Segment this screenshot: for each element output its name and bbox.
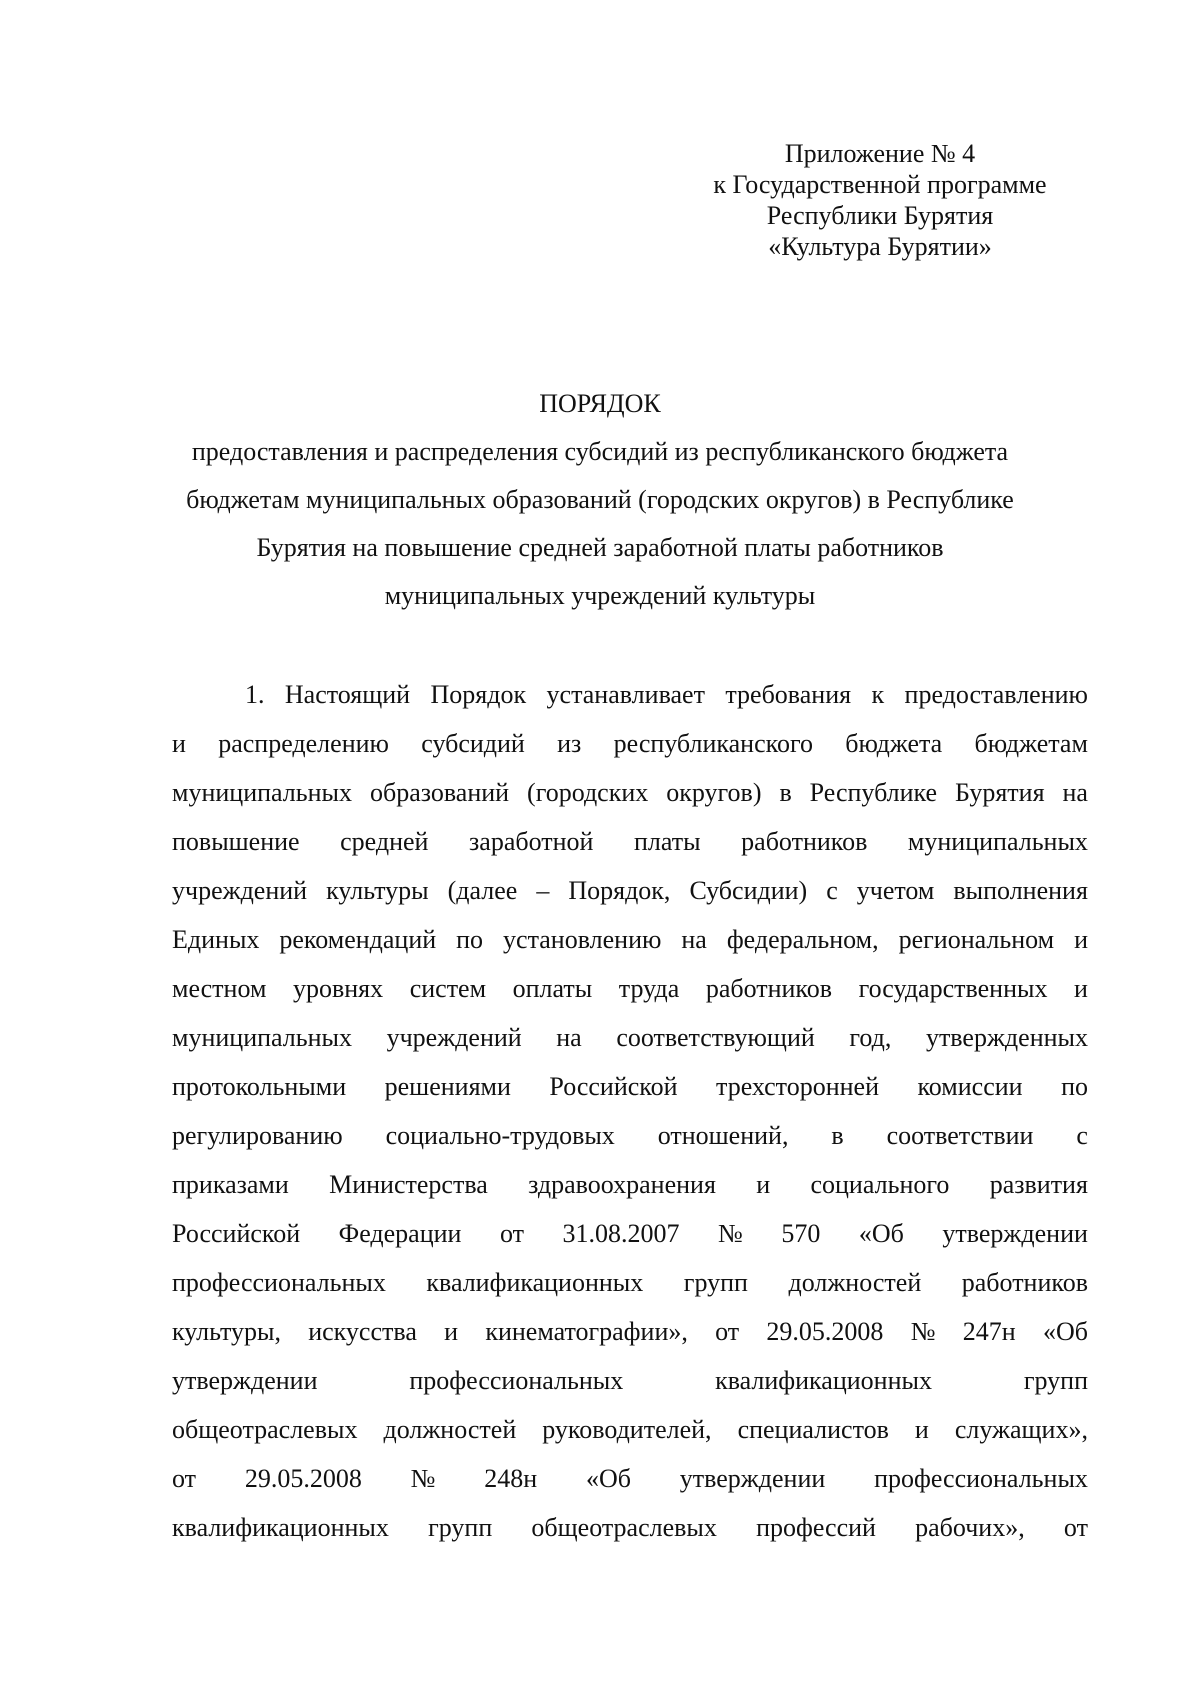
body-word: от: [715, 1317, 740, 1346]
body-line: [172, 1405, 1088, 1454]
body-line: [172, 964, 1088, 1013]
body-word: социального: [810, 1170, 950, 1199]
body-word: №: [910, 1317, 936, 1346]
body-word: на: [556, 1023, 582, 1052]
document-subtitle-line: муниципальных учреждений культуры: [384, 581, 816, 610]
appendix-line: Приложение № 4: [784, 139, 976, 168]
body-word: региональном: [898, 925, 1055, 954]
body-line: [172, 1160, 1088, 1209]
body-word: квалификационных: [715, 1366, 932, 1395]
body-word: на: [1062, 778, 1088, 807]
body-line: [172, 1258, 1088, 1307]
body-word: работников: [705, 974, 833, 1003]
body-word: протокольными: [172, 1072, 347, 1101]
body-word: с: [1076, 1121, 1088, 1150]
body-word: специалистов: [737, 1415, 889, 1444]
body-word: выполнения: [953, 876, 1088, 905]
body-word: от: [499, 1219, 524, 1248]
body-word: трехсторонней: [716, 1072, 879, 1101]
body-word: 1.: [245, 680, 265, 709]
body-word: в: [831, 1121, 844, 1150]
body-line: [172, 719, 1088, 768]
body-word: профессиональных: [172, 1268, 386, 1297]
body-paragraph: [172, 670, 1088, 1552]
body-word: учреждений: [386, 1023, 522, 1052]
document-subtitle-line: бюджетам муниципальных образований (городских округов) в Республике: [186, 485, 1014, 514]
body-word: соответствии: [886, 1121, 1034, 1150]
body-word: Настоящий: [284, 680, 411, 709]
body-line: [172, 1454, 1088, 1503]
body-word: 29.05.2008: [766, 1317, 884, 1346]
body-word: бюджетам: [974, 729, 1088, 758]
body-word: групп: [1023, 1366, 1088, 1395]
body-word: от: [172, 1464, 197, 1493]
appendix-line: Республики Бурятия: [766, 201, 994, 230]
body-word: республиканского: [613, 729, 813, 758]
body-line: [172, 817, 1088, 866]
body-word: распределению: [218, 729, 389, 758]
body-word: и: [444, 1317, 459, 1346]
body-word: местном: [172, 974, 267, 1003]
body-line: [172, 1307, 1088, 1356]
body-line: [172, 670, 1088, 719]
body-word: по: [456, 925, 484, 954]
body-word: уровнях: [292, 974, 384, 1003]
body-word: искусства: [308, 1317, 417, 1346]
body-word: субсидий: [421, 729, 525, 758]
body-word: Министерства: [329, 1170, 488, 1199]
body-word: профессиональных: [874, 1464, 1088, 1493]
body-word: 31.08.2007: [562, 1219, 680, 1248]
appendix-line: «Культура Бурятии»: [768, 232, 992, 261]
body-word: квалификационных: [426, 1268, 644, 1297]
body-word: в: [779, 778, 792, 807]
body-line: [172, 1013, 1088, 1062]
body-word: и: [1074, 925, 1088, 954]
body-word: утвержденных: [925, 1023, 1088, 1052]
body-word: Федерации: [338, 1219, 462, 1248]
body-line: [172, 1209, 1088, 1258]
body-word: федеральном,: [726, 925, 879, 954]
body-word: развития: [989, 1170, 1088, 1199]
body-word: (далее: [447, 876, 518, 905]
body-word: и: [756, 1170, 771, 1199]
body-word: требования: [725, 680, 852, 709]
body-word: год,: [849, 1023, 892, 1052]
body-word: 248н: [484, 1464, 538, 1493]
body-word: Российской: [549, 1072, 678, 1101]
document-title: ПОРЯДОК: [539, 389, 661, 418]
body-word: культуры,: [172, 1317, 281, 1346]
body-word: от: [1063, 1513, 1088, 1542]
body-word: Порядок,: [568, 876, 671, 905]
body-word: рабочих»,: [915, 1513, 1025, 1542]
body-word: и: [1074, 974, 1088, 1003]
body-word: 247н: [962, 1317, 1016, 1346]
body-word: средней: [340, 827, 429, 856]
body-word: здравоохранения: [528, 1170, 716, 1199]
document-heading: [150, 380, 1050, 620]
body-word: групп: [428, 1513, 493, 1542]
body-word: на: [681, 925, 707, 954]
body-word: бюджета: [845, 729, 943, 758]
body-word: труда: [618, 974, 680, 1003]
body-word: оплаты: [512, 974, 593, 1003]
body-word: профессиональных: [409, 1366, 624, 1395]
body-line: [172, 1111, 1088, 1160]
body-word: Порядок: [430, 680, 527, 709]
body-word: государственных: [858, 974, 1048, 1003]
body-word: из: [557, 729, 582, 758]
body-word: утверждении: [679, 1464, 826, 1493]
body-line: [172, 768, 1088, 817]
body-word: Единых: [172, 925, 260, 954]
body-word: комиссии: [917, 1072, 1023, 1101]
body-word: служащих»,: [954, 1415, 1088, 1444]
body-word: предоставлению: [904, 680, 1088, 709]
body-word: муниципальных: [907, 827, 1088, 856]
body-line: [172, 1062, 1088, 1111]
body-word: по: [1061, 1072, 1088, 1101]
body-word: муниципальных: [172, 778, 353, 807]
body-word: Республике: [809, 778, 938, 807]
body-word: отношений,: [657, 1121, 789, 1150]
body-word: №: [718, 1219, 743, 1248]
body-word: утверждении: [172, 1366, 318, 1395]
body-word: устанавливает: [546, 680, 705, 709]
body-word: решениями: [384, 1072, 511, 1101]
document-subtitle-line: Бурятия на повышение средней заработной платы работников: [256, 533, 944, 562]
body-word: муниципальных: [172, 1023, 353, 1052]
body-word: 570: [781, 1219, 821, 1248]
body-word: и: [172, 729, 186, 758]
body-word: и: [914, 1415, 929, 1444]
body-word: систем: [409, 974, 487, 1003]
appendix-line: к Государственной программе: [713, 170, 1047, 199]
body-word: групп: [683, 1268, 748, 1297]
body-word: Субсидии): [689, 876, 808, 905]
body-word: платы: [634, 827, 701, 856]
body-word: должностей: [788, 1268, 922, 1297]
body-word: «Об: [1042, 1317, 1088, 1346]
body-word: Бурятия: [955, 778, 1045, 807]
body-word: социально-трудовых: [385, 1121, 615, 1150]
body-word: регулированию: [172, 1121, 343, 1150]
body-word: учреждений: [172, 876, 308, 905]
body-word: утверждении: [942, 1219, 1088, 1248]
body-word: соответствующий: [616, 1023, 815, 1052]
body-word: округов): [666, 778, 762, 807]
body-word: Российской: [172, 1219, 301, 1248]
body-word: рекомендаций: [279, 925, 437, 954]
body-word: общеотраслевых: [531, 1513, 717, 1542]
document-subtitle-line: предоставления и распределения субсидий из республиканского бюджета: [191, 437, 1009, 466]
body-word: (городских: [527, 778, 649, 807]
body-word: культуры: [326, 876, 429, 905]
body-word: «Об: [585, 1464, 631, 1493]
body-word: образований: [369, 778, 510, 807]
appendix-header: [660, 138, 1100, 262]
body-word: с: [826, 876, 838, 905]
body-word: установлению: [503, 925, 662, 954]
body-word: работников: [961, 1268, 1088, 1297]
body-word: заработной: [469, 827, 594, 856]
body-word: руководителей,: [542, 1415, 712, 1444]
body-line: [172, 1356, 1088, 1405]
body-word: повышение: [172, 827, 300, 856]
body-line: [172, 915, 1088, 964]
body-word: приказами: [172, 1170, 289, 1199]
body-word: №: [410, 1464, 436, 1493]
body-word: «Об: [858, 1219, 904, 1248]
body-line: [172, 866, 1088, 915]
body-word: 29.05.2008: [244, 1464, 362, 1493]
body-word: кинематографии»,: [485, 1317, 688, 1346]
body-word: к: [871, 680, 885, 709]
body-word: профессий: [756, 1513, 876, 1542]
body-word: –: [536, 876, 550, 905]
body-line: [172, 1503, 1088, 1552]
body-word: учетом: [856, 876, 935, 905]
body-word: должностей: [383, 1415, 517, 1444]
body-word: квалификационных: [172, 1513, 389, 1542]
body-word: общеотраслевых: [172, 1415, 358, 1444]
body-word: работников: [741, 827, 868, 856]
